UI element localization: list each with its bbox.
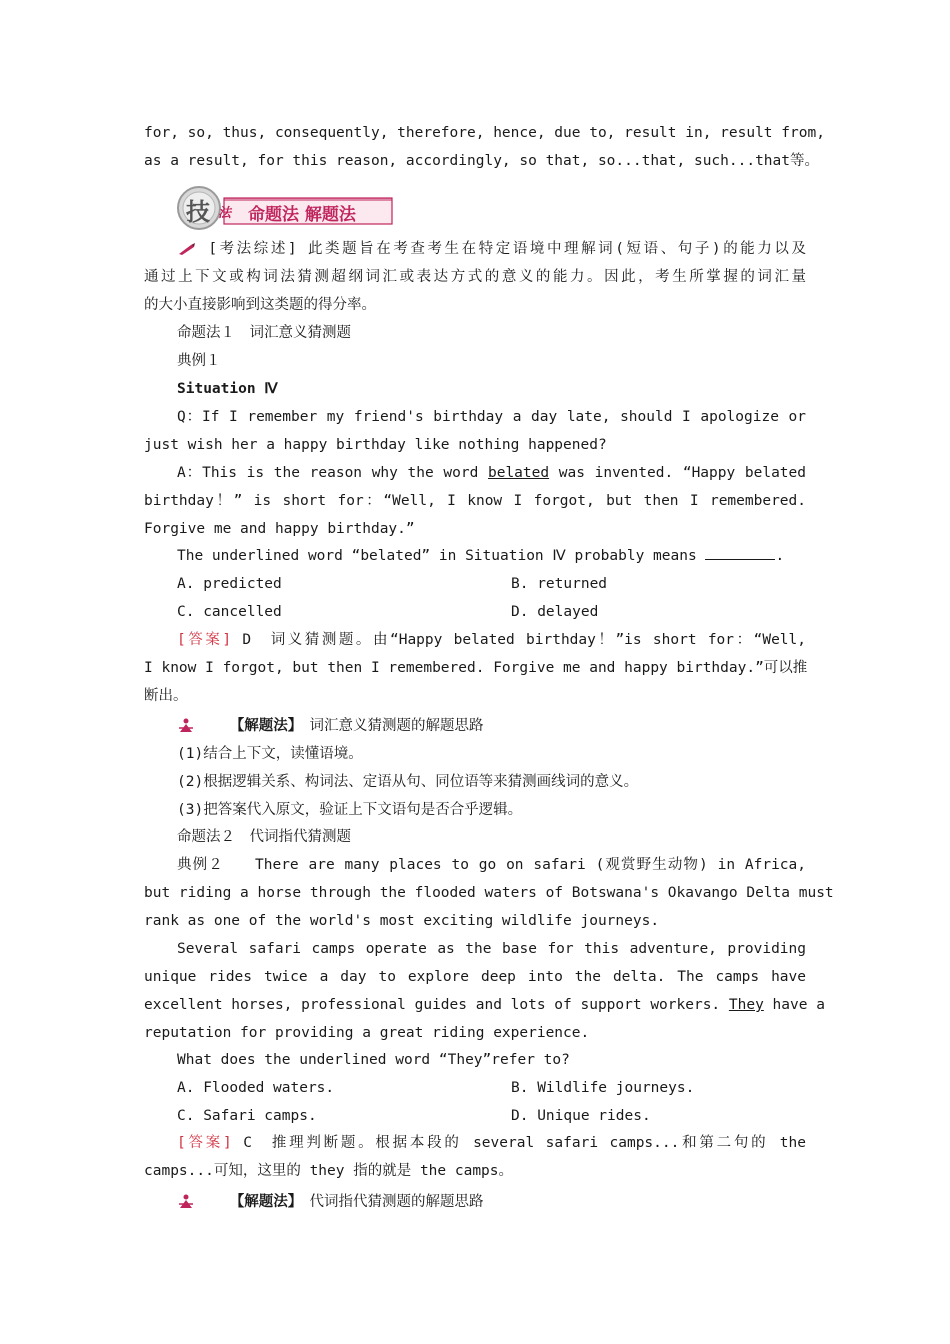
method1-answer-line-1 (177, 630, 806, 650)
method1-tips-heading (177, 716, 806, 736)
tip-3: (3)把答案代入原文，验证上下文语句是否合乎逻辑。 (177, 802, 523, 818)
option-b: B. returned (511, 576, 608, 592)
answer-a-line-3: Forgive me and happy birthday.” (144, 521, 415, 537)
question-q-line-1: Q：If I remember my friend's birthday a day late, should I apologize or (177, 409, 806, 425)
passage-line-2: unique rides twice a day to explore deep into the delta. The camps have (144, 969, 806, 985)
method1-question (177, 546, 806, 566)
banner-badge-text: 技 (186, 198, 210, 226)
tip-2: (2)根据逻辑关系、构词法、定语从句、同位语等来猜测画线词的意义。 (177, 774, 639, 790)
overview-text-1: 此类题旨在考查考生在特定语境中理解词(短语、句子)的能力以及 (307, 241, 806, 257)
option2-d: D. Unique rides. (511, 1108, 651, 1124)
passage-line-1: Several safari camps operate as the base for this adventure, providing (177, 941, 806, 957)
method2-tips-heading (177, 1192, 806, 1212)
passage-line-3-post: have a (763, 997, 825, 1013)
method2-question: What does the underlined word “They”refer to? (177, 1052, 570, 1068)
banner-badge-small: 法 (218, 206, 232, 221)
a-line-1-post: was invented. “Happy belated (549, 465, 806, 481)
passage-line-3 (144, 995, 825, 1015)
tip-1: (1)结合上下文，读懂语境。 (177, 746, 363, 762)
question-q-line-2: just wish her a happy birthday like nothing happened? (144, 437, 607, 453)
passage-line-3-pre: excellent horses, professional guides and lots of support workers. (144, 997, 729, 1013)
tips-label: 【解题法】 (229, 718, 295, 734)
a-line-1-pre: A：This is the reason why the word (177, 465, 488, 481)
option2-c: C. Safari camps. (177, 1108, 317, 1124)
pen-icon (177, 242, 197, 256)
question-text: The underlined word “belated” in Situation Ⅳ probably means (177, 548, 706, 564)
figure-icon (177, 1194, 195, 1210)
answer-a-line-1 (177, 463, 806, 483)
method1-example-label: 典例１ (177, 353, 221, 369)
example2-line-2: but riding a horse through the flooded waters of Botswana's Okavango Delta must (144, 885, 834, 901)
method2-answer-line-2: camps...可知，这里的 they 指的就是 the camps。 (144, 1163, 514, 1179)
banner-title: 命题法 解题法 (248, 205, 356, 225)
figure-icon (177, 718, 195, 734)
method1-answer-line-2: I know I forgot, but then I remembered. Forgive me and happy birthday.”可以推 (144, 660, 808, 676)
passage-line-4: reputation for providing a great riding experience. (144, 1025, 590, 1041)
underlined-word-they: They (728, 997, 764, 1013)
option-c: C. cancelled (177, 604, 282, 620)
answer-blank (705, 546, 775, 560)
overview-line-3: 的大小直接影响到这类题的得分率。 (144, 297, 376, 313)
option2-a: A. Flooded waters. (177, 1080, 335, 1096)
overview-label: [考法综述] (208, 241, 297, 257)
intro-line-1: for, so, thus, consequently, therefore, hence, due to, result in, result from, (144, 125, 825, 141)
tips-title: 词汇意义猜测题的解题思路 (309, 718, 484, 734)
answer-text-1: D 词义猜测题。由“Happy belated birthday！”is short for：“Well, (242, 632, 806, 648)
answer2-text-1: C 推理判断题。根据本段的 several safari camps...和第二句的 the (243, 1135, 806, 1151)
overview-line-2: 通过上下文或构词法猜测超纲词汇或表达方式的意义的能力。因此，考生所掌握的词汇量 (144, 269, 806, 285)
method1-answer-line-3: 断出。 (144, 688, 188, 704)
answer-a-line-2: birthday！” is short for：“Well, I know I forgot, but then I remembered. (144, 493, 806, 509)
method2-answer-line-1 (177, 1133, 806, 1153)
tips2-title: 代词指代猜测题的解题思路 (309, 1194, 484, 1210)
answer2-label: [答案] (177, 1135, 232, 1151)
option-a: A. predicted (177, 576, 282, 592)
answer-label: [答案] (177, 632, 232, 648)
method2-heading: 命题法２ 代词指代猜测题 (177, 829, 351, 845)
example2-line-1: 典例２ There are many places to go on safari (观赏野生动物) in Africa, (177, 857, 806, 873)
question-period: . (775, 548, 785, 564)
example2-line-3: rank as one of the world's most exciting wildlife journeys. (144, 913, 660, 929)
section-banner (176, 184, 394, 232)
method1-heading: 命题法１ 词汇意义猜测题 (177, 325, 351, 341)
option-d: D. delayed (511, 604, 599, 620)
overview-line-1 (177, 239, 806, 259)
tips2-label: 【解题法】 (229, 1194, 295, 1210)
intro-line-2: as a result, for this reason, accordingly, so that, so...that, such...that等。 (144, 153, 820, 169)
situation-heading: Situation Ⅳ (177, 381, 278, 397)
option2-b: B. Wildlife journeys. (511, 1080, 695, 1096)
underlined-word-belated: belated (487, 465, 550, 481)
